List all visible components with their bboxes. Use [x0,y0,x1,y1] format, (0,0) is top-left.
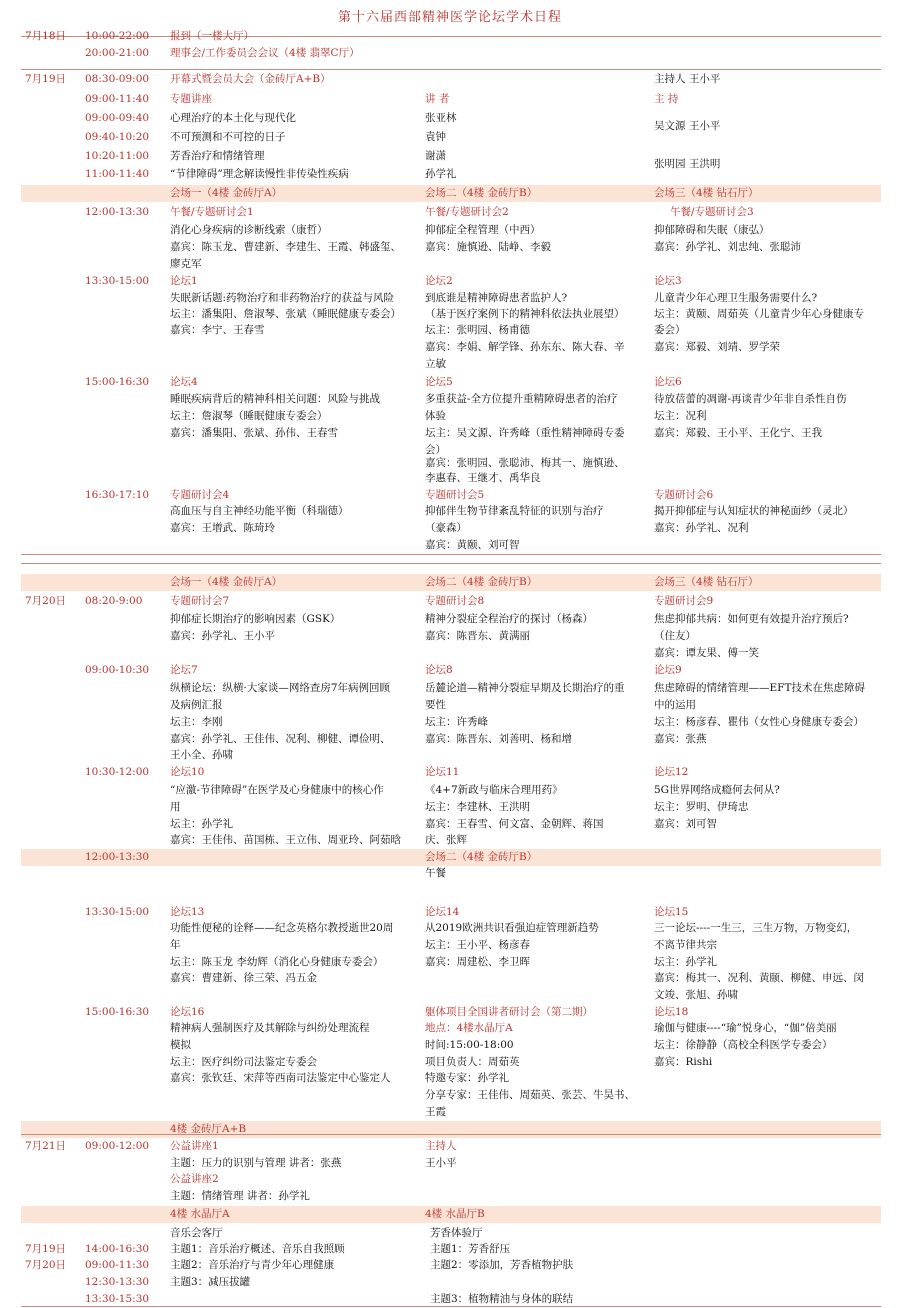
schedule-cell: 嘉宾：王春雪、何文富、金朝辉、蒋国 [425,818,604,830]
schedule-cell: 三一论坛----一生三，三生万物，万物变幻， [654,922,858,934]
time-cell: 13:30-15:00 [85,906,150,918]
schedule-cell: 讲 者 [425,93,450,105]
date-cell: 7月18日 [25,30,67,42]
schedule-cell: 论坛12 [654,766,689,778]
time-cell: 09:00-09:40 [85,112,150,124]
schedule-cell: 岳麓论道—精神分裂症早期及长期治疗的重 [425,682,625,694]
schedule-cell: 嘉宾：王佳伟、苗国栋、王立伟、周亚玲、阿茹晗 [170,834,401,846]
schedule-cell: 嘉宾：周建松、李卫晖 [425,956,530,968]
schedule-cell: 论坛10 [170,766,205,778]
schedule-cell: 主题2：音乐治疗与青少年心理健康 [170,1259,335,1271]
schedule-cell: 要性 [425,699,446,711]
schedule-cell: 论坛7 [170,664,198,676]
schedule-cell: 委会） [654,324,686,336]
schedule-cell: 会场二（4楼 金砖厅B） [425,187,538,199]
schedule-cell: 王小平 [425,1157,457,1169]
table-rule [21,563,881,564]
schedule-cell: 专题研讨会5 [425,489,485,501]
schedule-cell: 项目负责人：周茹英 [425,1056,520,1068]
time-cell: 09:00-12:00 [85,1140,150,1152]
schedule-cell: 坛主：张明园、杨甫德 [425,324,530,336]
schedule-cell: 公益讲座1 [170,1140,219,1152]
schedule-cell: 主持人 王小平 [654,73,721,85]
schedule-cell: 嘉宾：李宁、王春雪 [170,324,265,336]
time-cell: 10:00-22:00 [85,30,150,42]
schedule-cell: 理事会/工作委员会会议（4楼 翡翠C厅） [170,47,360,59]
venue-band [21,1121,881,1138]
schedule-cell: 李惠春、王继才、禹华良 [425,472,541,484]
schedule-cell: 坛主：徐静静（高校全科医学专委会） [654,1039,833,1051]
schedule-cell: 嘉宾：陈晋东、黄满丽 [425,630,530,642]
page-title: 第十六届西部精神医学论坛学术日程 [337,10,562,25]
schedule-cell: 主题1：音乐治疗概述、音乐自我照顾 [170,1243,345,1255]
schedule-cell: 坛主：詹淑琴（睡眠健康专委会） [170,410,328,422]
schedule-cell: 专题研讨会7 [170,595,230,607]
schedule-cell: 论坛16 [170,1006,205,1018]
schedule-cell: 模拟 [170,1039,191,1051]
schedule-cell: 专题研讨会6 [654,489,714,501]
schedule-cell: 待放蓓蕾的凋谢-再谈青少年非自杀性自伤 [654,393,847,405]
schedule-cell: 张明园 王洪明 [654,158,721,170]
schedule-cell: 论坛5 [425,376,453,388]
schedule-cell: 专题研讨会4 [170,489,230,501]
schedule-cell: 主 持 [654,93,679,105]
schedule-cell: 《4+7新政与临床合理用药》 [425,784,563,796]
schedule-cell: 焦虑抑郁共病：如何更有效提升治疗预后? [654,613,849,625]
schedule-cell: 嘉宾：刘可智 [654,818,717,830]
date-cell: 7月20日 [25,595,67,607]
schedule-cell: 儿童青少年心理卫生服务需要什么? [654,292,818,304]
schedule-cell: 主题2：零添加，芳香植物护肤 [430,1259,574,1271]
schedule-cell: 抑郁障碍和失眠（康弘） [654,224,770,236]
schedule-cell: 嘉宾：郑毅、刘靖、罗学荣 [654,341,780,353]
schedule-cell: 多重获益-全方位提升重精障碍患者的治疗 [425,393,618,405]
schedule-cell: 失眠新话题:药物治疗和非药物治疗的获益与风险 [170,292,395,304]
schedule-cell: 嘉宾：孙学礼、王小平 [170,630,275,642]
schedule-cell: （住友） [654,630,696,642]
schedule-cell: 嘉宾：陈玉龙、曹建新、李建生、王霞、韩盛玺、 [170,241,401,253]
table-rule [21,36,881,37]
schedule-cell: 孙学礼 [425,168,457,180]
schedule-cell: 会场三（4楼 钻石厅） [654,576,759,588]
schedule-cell: 坛主：吴文源、许秀峰（重性精神障碍专委 [425,427,625,439]
schedule-cell: 论坛9 [654,664,682,676]
schedule-cell: 论坛14 [425,906,460,918]
schedule-cell: 焦虑障碍的情绪管理——EFT技术在焦虑障碍 [654,682,865,694]
schedule-cell: 会） [425,444,446,456]
schedule-cell: 会场一（4楼 金砖厅A） [170,576,283,588]
time-cell: 10:30-12:00 [85,766,150,778]
schedule-cell: 体验 [425,410,446,422]
table-rule [21,554,881,555]
schedule-cell: 消化心身疾病的诊断线索（康哲） [170,224,328,236]
schedule-cell: 坛主：潘集阳、詹淑琴、张斌（睡眠健康专委会） [170,308,401,320]
schedule-cell: 公益讲座2 [170,1173,219,1185]
time-cell: 12:00-13:30 [85,206,150,218]
schedule-cell: 音乐会客厅 [170,1227,223,1239]
time-cell: 09:00-10:30 [85,664,150,676]
schedule-cell: 论坛1 [170,275,198,287]
schedule-cell: 主题1：芳香舒压 [430,1243,511,1255]
schedule-cell: 嘉宾：黄颐、刘可智 [425,539,520,551]
schedule-cell: 论坛4 [170,376,198,388]
schedule-cell: 专题讲座 [170,93,212,105]
schedule-cell: 会场二（4楼 金砖厅B） [425,851,538,863]
schedule-cell: 4楼 水晶厅B [425,1208,485,1220]
schedule-cell: 坛主：医疗纠纷司法鉴定专委会 [170,1056,317,1068]
schedule-cell: 庆、张辉 [425,834,467,846]
schedule-cell: 到底谁是精神障碍患者监护人? [425,292,568,304]
schedule-cell: 午餐/专题研讨会1 [170,206,254,218]
time-cell: 09:00-11:30 [85,1259,150,1271]
schedule-cell: 特邀专家：孙学礼 [425,1072,509,1084]
time-cell: 15:00-16:30 [85,1006,150,1018]
schedule-cell: 嘉宾：潘集阳、张斌、孙伟、王春雪 [170,427,338,439]
schedule-cell: 嘉宾：张明园、张聪沛、梅其一、施慎逊、 [425,457,625,469]
schedule-cell: 揭开抑郁症与认知症状的神秘面纱（灵北） [654,505,854,517]
schedule-cell: 王小全、孙啸 [170,749,233,761]
schedule-cell: 年 [170,939,181,951]
schedule-cell: （豪森） [425,522,467,534]
time-cell: 12:30-13:30 [85,1276,150,1288]
schedule-cell: 心理治疗的本土化与现代化 [170,112,296,124]
schedule-cell: 嘉宾：李娟、解学锋、孙东东、陈大春、辛 [425,341,625,353]
schedule-cell: 中的运用 [654,699,696,711]
schedule-cell: 论坛13 [170,906,205,918]
schedule-cell: 主持人 [425,1140,457,1152]
schedule-cell: 分享专家：王佳伟、周茹英、张芸、牛昊书、 [425,1089,635,1101]
schedule-cell: 坛主：杨彦春、瞿伟（女性心身健康专委会） [654,716,864,728]
schedule-cell: 功能性便秘的诠释——纪念英格尔教授逝世20周 [170,922,394,934]
schedule-cell: 嘉宾：郑毅、王小平、王化宁、王我 [654,427,822,439]
date-cell: 7月21日 [25,1140,67,1152]
schedule-cell: 坛主：孙学礼 [654,956,717,968]
schedule-cell: 时间:15:00-18:00 [425,1039,514,1051]
schedule-cell: 及病例汇报 [170,699,223,711]
time-cell: 16:30-17:10 [85,489,150,501]
schedule-cell: 论坛18 [654,1006,689,1018]
schedule-cell: 坛主：孙学礼 [170,818,233,830]
date-cell: 7月19日 [25,1243,67,1255]
time-cell: 09:00-11:40 [85,93,150,105]
schedule-cell: 4楼 金砖厅A+B [170,1123,247,1135]
schedule-cell: 立敏 [425,358,446,370]
schedule-cell: 论坛6 [654,376,682,388]
schedule-cell: “节律障碍”理念解读慢性非传染性疾病 [170,168,349,180]
schedule-cell: 芳香体验厅 [430,1227,483,1239]
schedule-cell: 廖克军 [170,258,202,270]
time-cell: 12:00-13:30 [85,851,150,863]
schedule-cell: 坛主：况利 [654,410,707,422]
schedule-cell: 不可预测和不可控的日子 [170,131,286,143]
schedule-cell: 芳香治疗和情绪管理 [170,150,265,162]
schedule-cell: 专题研讨会9 [654,595,714,607]
schedule-cell: 嘉宾：张钦廷、宋萍等西南司法鉴定中心鉴定人 [170,1072,391,1084]
schedule-cell: 坛主：李刚 [170,716,223,728]
schedule-cell: 张亚林 [425,112,457,124]
schedule-cell: 论坛15 [654,906,689,918]
schedule-cell: 躯体项目全国讲者研讨会（第二期） [425,1006,593,1018]
schedule-cell: 坛主：王小平、杨彦春 [425,939,530,951]
table-rule [21,1134,881,1135]
date-cell: 7月20日 [25,1259,67,1271]
schedule-cell: 文竣、张旭、孙啸 [654,989,738,1001]
time-cell: 20:00-21:00 [85,47,150,59]
schedule-cell: 午餐/专题研讨会2 [425,206,509,218]
schedule-cell: 嘉宾：孙学礼、刘忠纯、张聪沛 [654,241,801,253]
schedule-cell: 地点：4楼水晶厅A [425,1022,513,1034]
schedule-cell: （基于医疗案例下的精神科依法执业展望） [425,308,625,320]
schedule-cell: 嘉宾：谭友果、傅一笑 [654,647,759,659]
schedule-cell: 王霞 [425,1106,446,1118]
schedule-cell: 不离节律共宗 [654,939,717,951]
schedule-cell: 嘉宾：王增武、陈琦玲 [170,522,275,534]
schedule-cell: 从2019欧洲共识看强迫症管理新趋势 [425,922,599,934]
schedule-cell: 嘉宾：孙学礼、况利 [654,522,749,534]
schedule-cell: 5G世界网络成瘾何去何从? [654,784,780,796]
schedule-cell: 会场二（4楼 金砖厅B） [425,576,538,588]
schedule-cell: 4楼 水晶厅A [170,1208,230,1220]
time-cell: 14:00-16:30 [85,1243,150,1255]
schedule-cell: 主题3：减压拔罐 [170,1276,251,1288]
schedule-cell: 嘉宾：曹建新、徐三荣、冯五金 [170,972,317,984]
schedule-cell: 嘉宾：梅其一、况利、黄颐、柳健、申远、闵 [654,972,864,984]
schedule-cell: 用 [170,801,181,813]
schedule-cell: 坛主：罗明、伊琦忠 [654,801,749,813]
schedule-cell: 纵横论坛：纵横·大家谈—网络查房7年病例回顾 [170,682,391,694]
schedule-cell: 嘉宾：Rishi [654,1056,713,1068]
time-cell: 11:00-11:40 [85,168,150,180]
schedule-cell: 抑郁症长期治疗的影响因素（GSK） [170,613,341,625]
schedule-cell: 高血压与自主神经功能平衡（科瑞德） [170,505,349,517]
date-cell: 7月19日 [25,73,67,85]
schedule-cell: “应激-节律障碍”在医学及心身健康中的核心作 [170,784,384,796]
schedule-cell: 精神分裂症全程治疗的探讨（杨森） [425,613,593,625]
schedule-cell: 坛主：陈玉龙 李幼辉（消化心身健康专委会） [170,956,384,968]
schedule-cell: 主题：情绪管理 讲者：孙学礼 [170,1190,310,1202]
schedule-cell: 吴文源 王小平 [654,120,721,132]
schedule-cell: 主题3：植物精油与身体的联结 [430,1293,574,1305]
schedule-cell: 抑郁伴生物节律紊乱特征的识别与治疗 [425,505,604,517]
schedule-cell: 开幕式暨会员大会（金砖厅A+B） [170,73,331,85]
schedule-cell: 睡眠疾病背后的精神科相关问题：风险与挑战 [170,393,380,405]
schedule-cell: 午餐 [425,867,446,879]
time-cell: 13:30-15:00 [85,275,150,287]
time-cell: 09:40-10:20 [85,131,150,143]
schedule-cell: 嘉宾：张燕 [654,733,707,745]
time-cell: 15:00-16:30 [85,376,150,388]
schedule-cell: 精神病人强制医疗及其解除与纠纷处理流程 [170,1022,370,1034]
schedule-cell: 坛主：许秀峰 [425,716,488,728]
schedule-cell: 嘉宾：施慎逊、陆峥、李毅 [425,241,551,253]
table-rule [21,69,881,70]
schedule-cell: 瑜伽与健康----“瑜”悦身心，“伽”倍美丽 [654,1022,837,1034]
schedule-cell: 袁钟 [425,131,446,143]
schedule-cell: 主题：压力的识别与管理 讲者：张燕 [170,1157,342,1169]
schedule-cell: 报到（一楼大厅） [170,30,254,42]
schedule-cell: 论坛11 [425,766,460,778]
schedule-cell: 论坛8 [425,664,453,676]
schedule-cell: 午餐/专题研讨会3 [670,206,754,218]
time-cell: 10:20-11:00 [85,150,150,162]
schedule-cell: 坛主：黄颐、周茹英（儿童青少年心身健康专 [654,308,864,320]
schedule-cell: 谢潇 [425,150,446,162]
schedule-cell: 抑郁症全程管理（中西） [425,224,541,236]
schedule-cell: 会场三（4楼 钻石厅） [654,187,759,199]
time-cell: 08:30-09:00 [85,73,150,85]
schedule-cell: 嘉宾：孙学礼、王佳伟、况利、柳健、谭俭明、 [170,733,391,745]
schedule-cell: 坛主：李建林、王洪明 [425,801,530,813]
schedule-cell: 论坛3 [654,275,682,287]
time-cell: 13:30-15:30 [85,1293,150,1305]
schedule-cell: 专题研讨会8 [425,595,485,607]
schedule-cell: 嘉宾：陈晋东、刘善明、杨和增 [425,733,572,745]
schedule-cell: 论坛2 [425,275,453,287]
schedule-cell: 会场一（4楼 金砖厅A） [170,187,283,199]
time-cell: 08:20-9:00 [85,595,143,607]
